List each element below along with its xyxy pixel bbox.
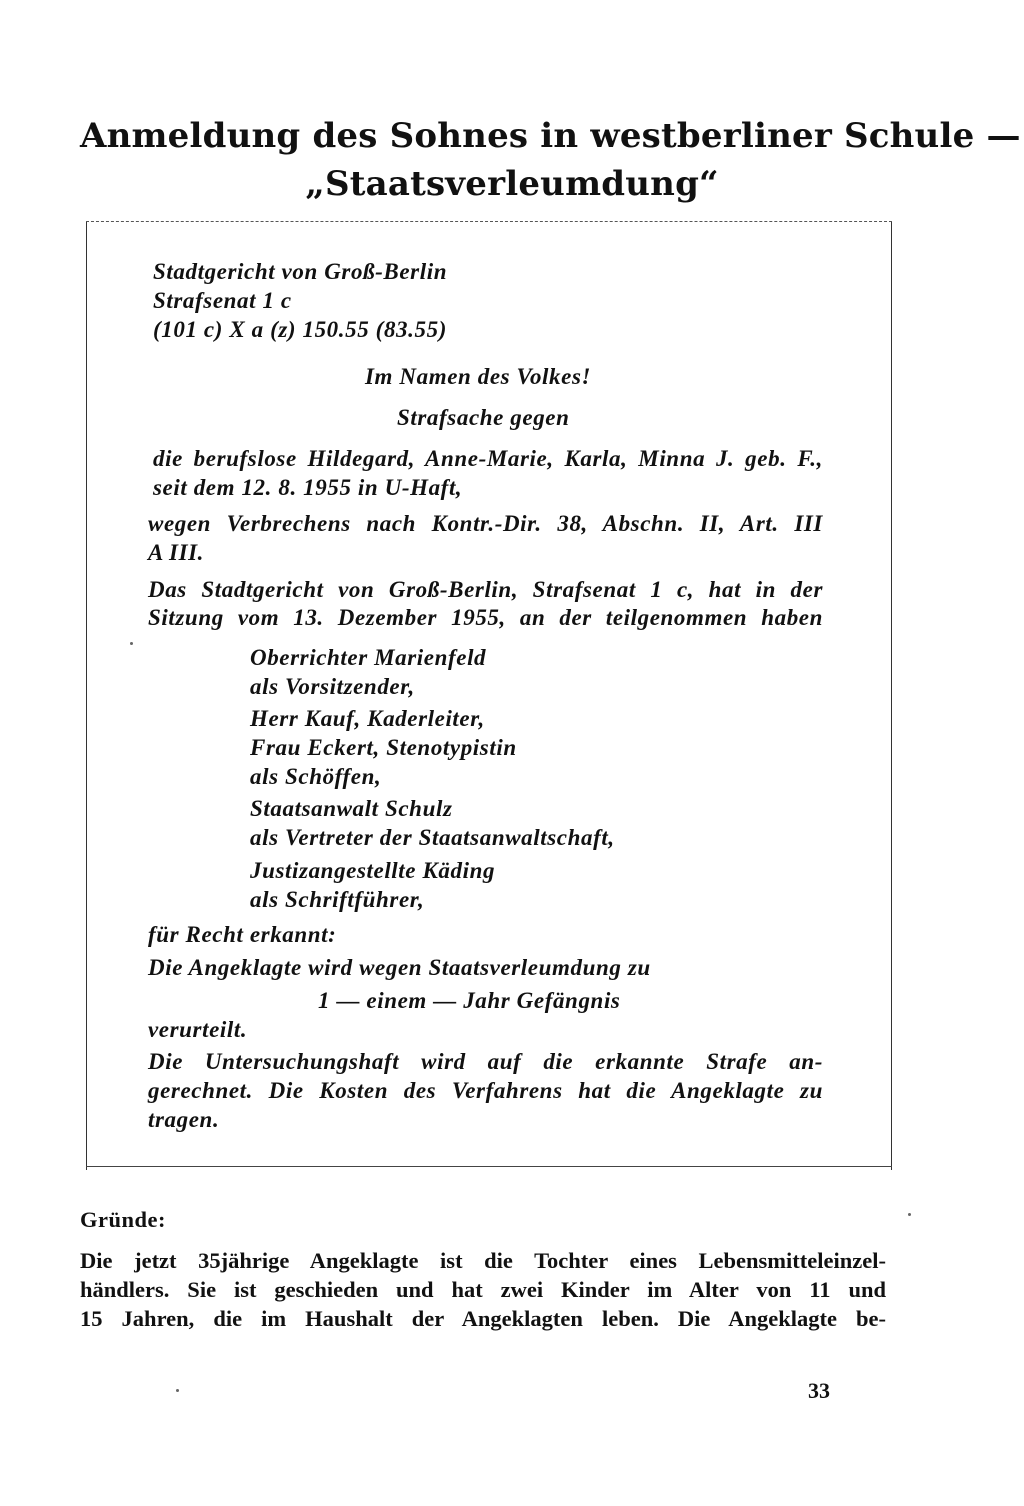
reasons-line-1: Die jetzt 35jährige Angeklagte ist die Tochter eines Lebensmitteleinzel- — [80, 1248, 886, 1273]
custody-line-3: tragen. — [148, 1107, 220, 1132]
session-line-2: Sitzung vom 13. Dezember 1955, an der teilgenommen haben — [148, 605, 823, 630]
page-number: 33 — [808, 1378, 830, 1403]
participant-line: Frau Eckert, Stenotypistin — [250, 735, 517, 760]
custody-line-2: gerechnet. Die Kosten des Verfahrens hat die Angeklagte zu — [148, 1078, 823, 1103]
custody-line-1: Die Untersuchungshaft wird auf die erkannte Strafe an- — [148, 1049, 823, 1074]
charge-line-2: A III. — [148, 540, 205, 565]
reasons-heading: Gründe: — [80, 1207, 167, 1232]
case-heading: Strafsache gegen — [397, 405, 570, 430]
verdict-end: verurteilt. — [148, 1017, 248, 1042]
scan-speck — [130, 642, 133, 645]
defendant-line-2: seit dem 12. 8. 1955 in U-Haft, — [153, 475, 463, 500]
scan-speck — [176, 1389, 179, 1392]
file-number: (101 c) X a (z) 150.55 (83.55) — [153, 317, 447, 342]
reasons-line-2: händlers. Sie ist geschieden und hat zwei Kinder im Alter von 11 und — [80, 1277, 886, 1302]
participant-line: als Schöffen, — [250, 764, 382, 789]
sentence: 1 — einem — Jahr Gefängnis — [318, 988, 621, 1013]
defendant-line-1: die berufslose Hildegard, Anne-Marie, Karla, Minna J. geb. F., — [153, 446, 823, 471]
session-line-1: Das Stadtgericht von Groß-Berlin, Strafsenat 1 c, hat in der — [148, 577, 823, 602]
participant-line: als Schriftführer, — [250, 887, 425, 912]
senate-name: Strafsenat 1 c — [153, 288, 292, 313]
court-name: Stadtgericht von Groß-Berlin — [153, 259, 448, 284]
participant-line: Oberrichter Marienfeld — [250, 645, 487, 670]
heading-line-2: „Staatsverleumdung“ — [305, 164, 719, 204]
heading-line-1: Anmeldung des Sohnes in westberliner Schule — — [80, 116, 1021, 156]
charge-line-1: wegen Verbrechens nach Kontr.-Dir. 38, Abschn. II, Art. III — [148, 511, 823, 536]
verdict-line: Die Angeklagte wird wegen Staatsverleumdung zu — [148, 955, 651, 980]
participant-line: Staatsanwalt Schulz — [250, 796, 453, 821]
box-bottom-rule — [86, 1166, 892, 1167]
participant-line: Herr Kauf, Kaderleiter, — [250, 706, 485, 731]
page-heading — [80, 112, 1021, 208]
participant-line: als Vertreter der Staatsanwaltschaft, — [250, 825, 615, 850]
scan-speck — [908, 1213, 911, 1216]
verdict-intro: für Recht erkannt: — [148, 922, 337, 947]
in-name-of-people: Im Namen des Volkes! — [365, 364, 592, 389]
reasons-line-3: 15 Jahren, die im Haushalt der Angeklagten leben. Die Angeklagte be- — [80, 1306, 886, 1331]
participant-line: Justizangestellte Käding — [250, 858, 496, 883]
participant-line: als Vorsitzender, — [250, 674, 415, 699]
